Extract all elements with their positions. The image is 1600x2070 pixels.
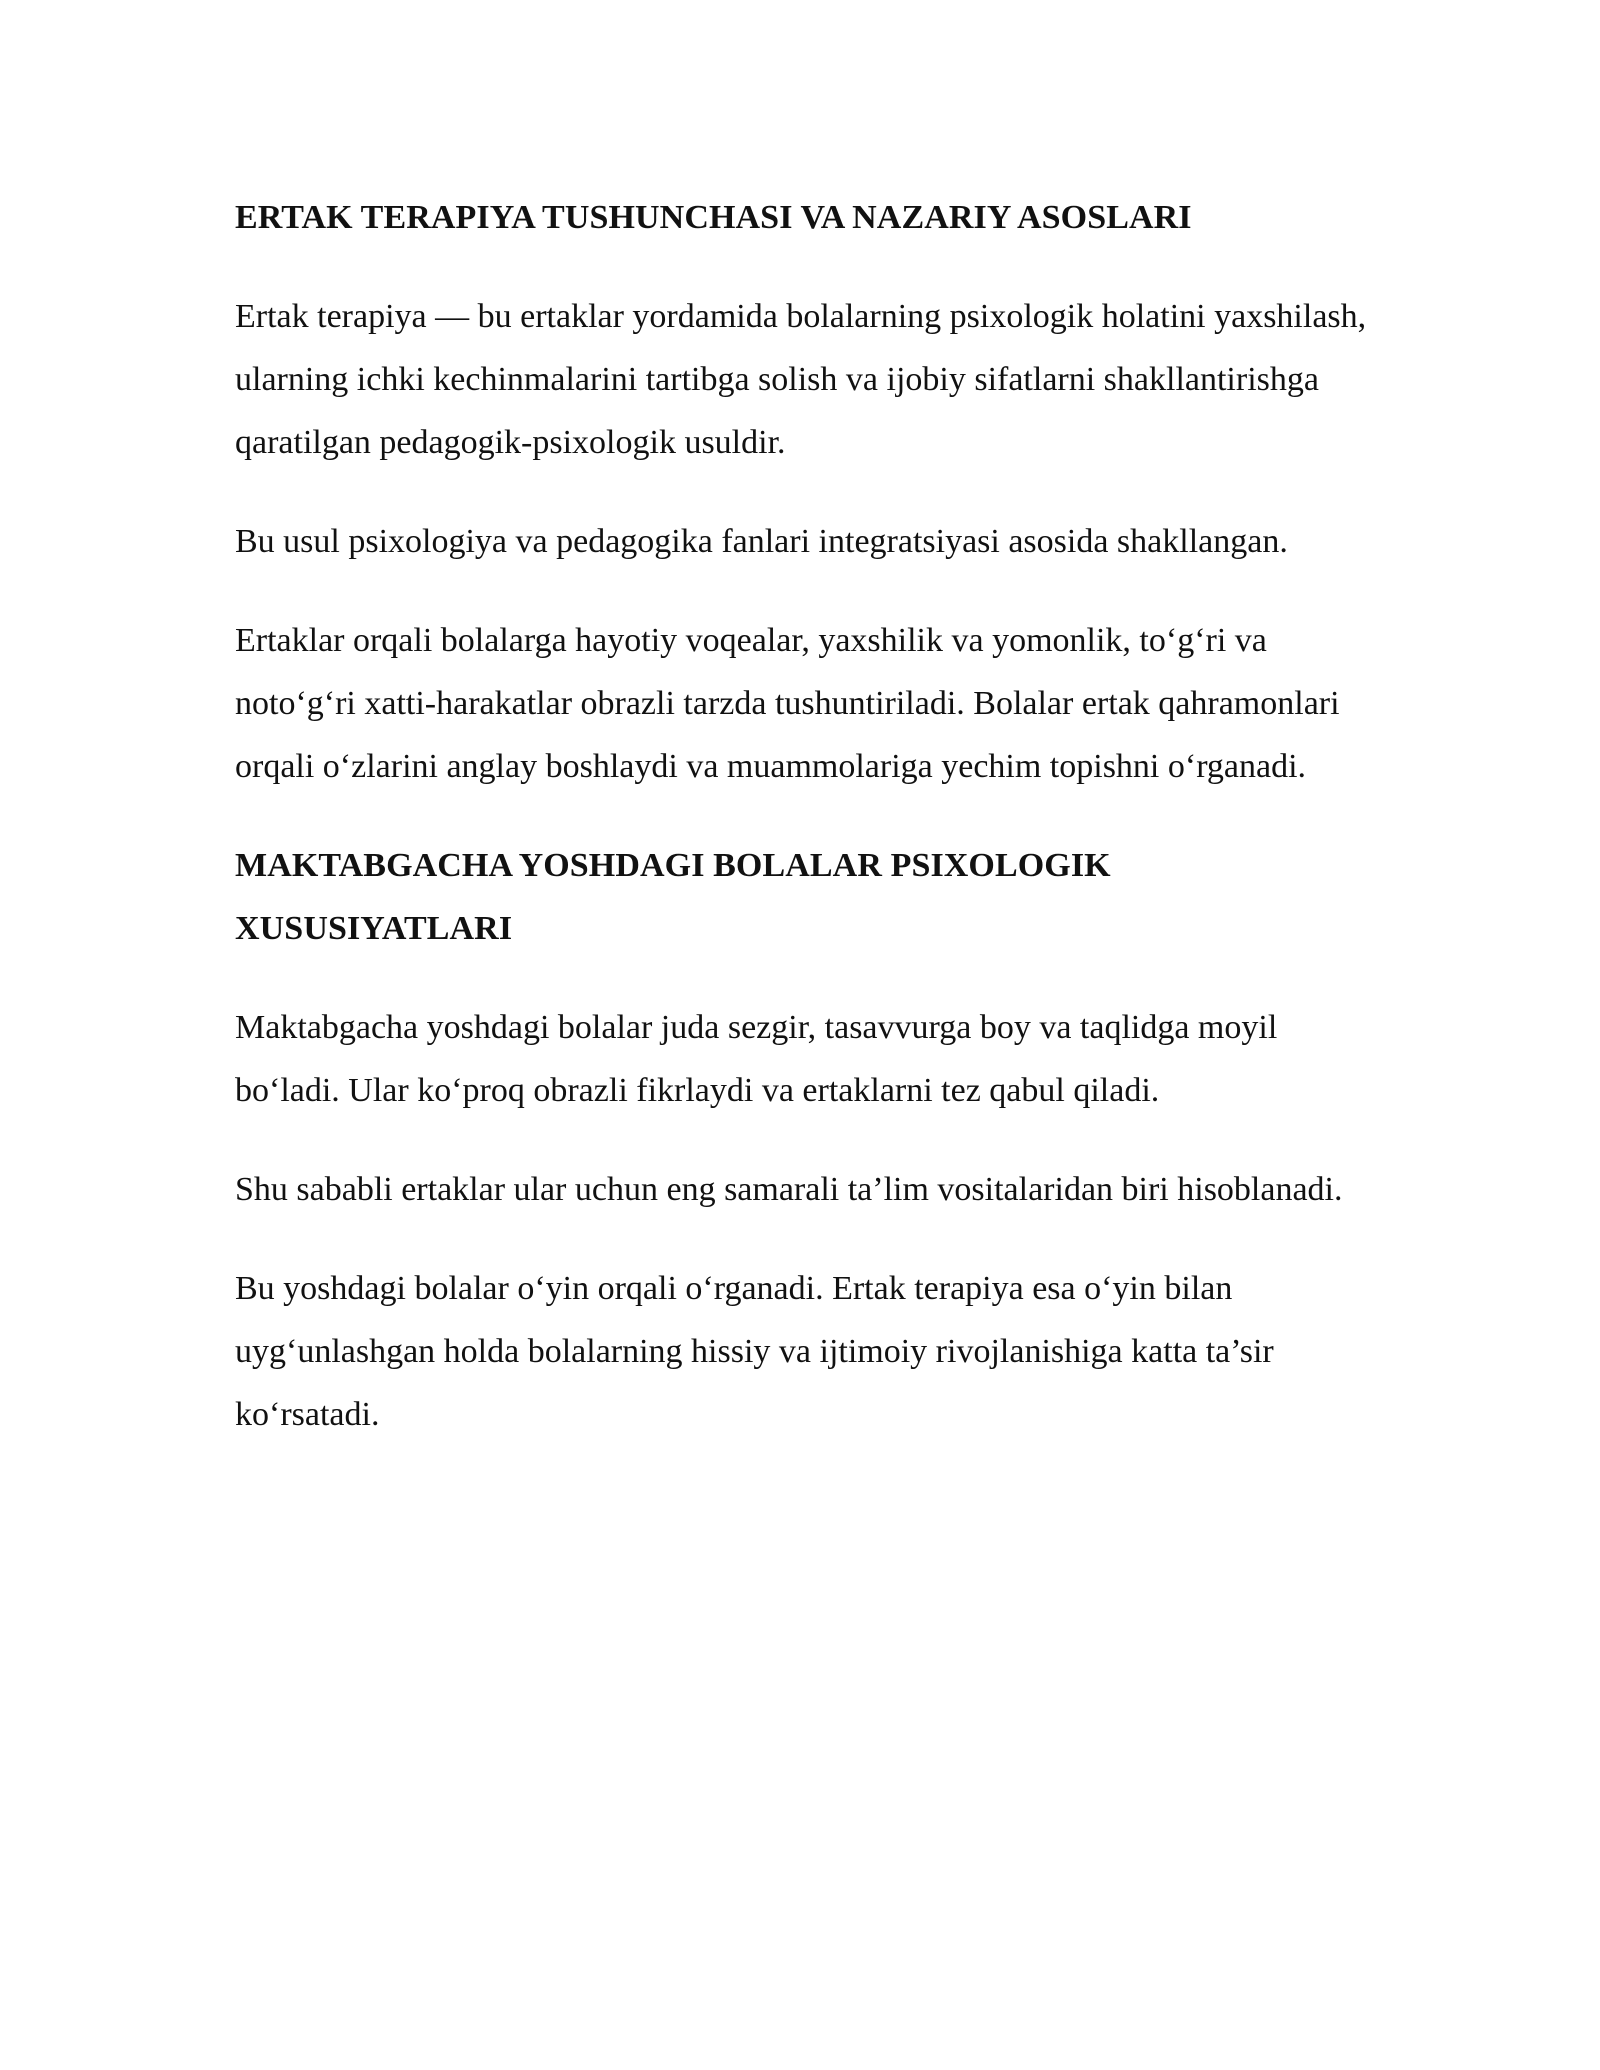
paragraph: Bu usul psixologiya va pedagogika fanlari integratsiyasi asosida shakllangan. xyxy=(235,523,1288,560)
paragraph: Bu yoshdagi bolalar o‘yin orqali o‘rganadi. Ertak terapiya esa o‘yin bilan uyg‘unlashgan holda bolalarning hissiy va ijtimoiy rivojlanishiga katta ta’sir ko‘rsatadi. xyxy=(235,1270,1274,1433)
paragraph: Maktabgacha yoshdagi bolalar juda sezgir, tasavvurga boy va taqlidga moyil bo‘ladi. Ular ko‘proq obrazli fikrlaydi va ertaklarni tez qabul qiladi. xyxy=(235,1009,1278,1109)
paragraph: Ertak terapiya — bu ertaklar yordamida bolalarning psixologik holatini yaxshilash, ularning ichki kechinmalarini tartibga solish va ijobiy sifatlarni shakllantirishga qaratilgan pedagogik-psixologik usuldir. xyxy=(235,298,1367,461)
paragraph: Shu sababli ertaklar ular uchun eng samarali ta’lim vositalaridan biri hisoblanadi. xyxy=(235,1171,1343,1208)
section-heading: ERTAK TERAPIYA TUSHUNCHASI VA NAZARIY ASOSLARI xyxy=(235,199,1192,236)
section-heading: MAKTABGACHA YOSHDAGI BOLALAR PSIXOLOGIK XUSUSIYATLARI xyxy=(235,847,1111,947)
paragraph: Ertaklar orqali bolalarga hayotiy voqealar, yaxshilik va yomonlik, to‘g‘ri va noto‘g‘ri xatti-harakatlar obrazli tarzda tushuntiriladi. Bolalar ertak qahramonlari orqali o‘zlarini anglay boshlaydi va muammolariga yechim topishni o‘rganadi. xyxy=(235,622,1340,785)
